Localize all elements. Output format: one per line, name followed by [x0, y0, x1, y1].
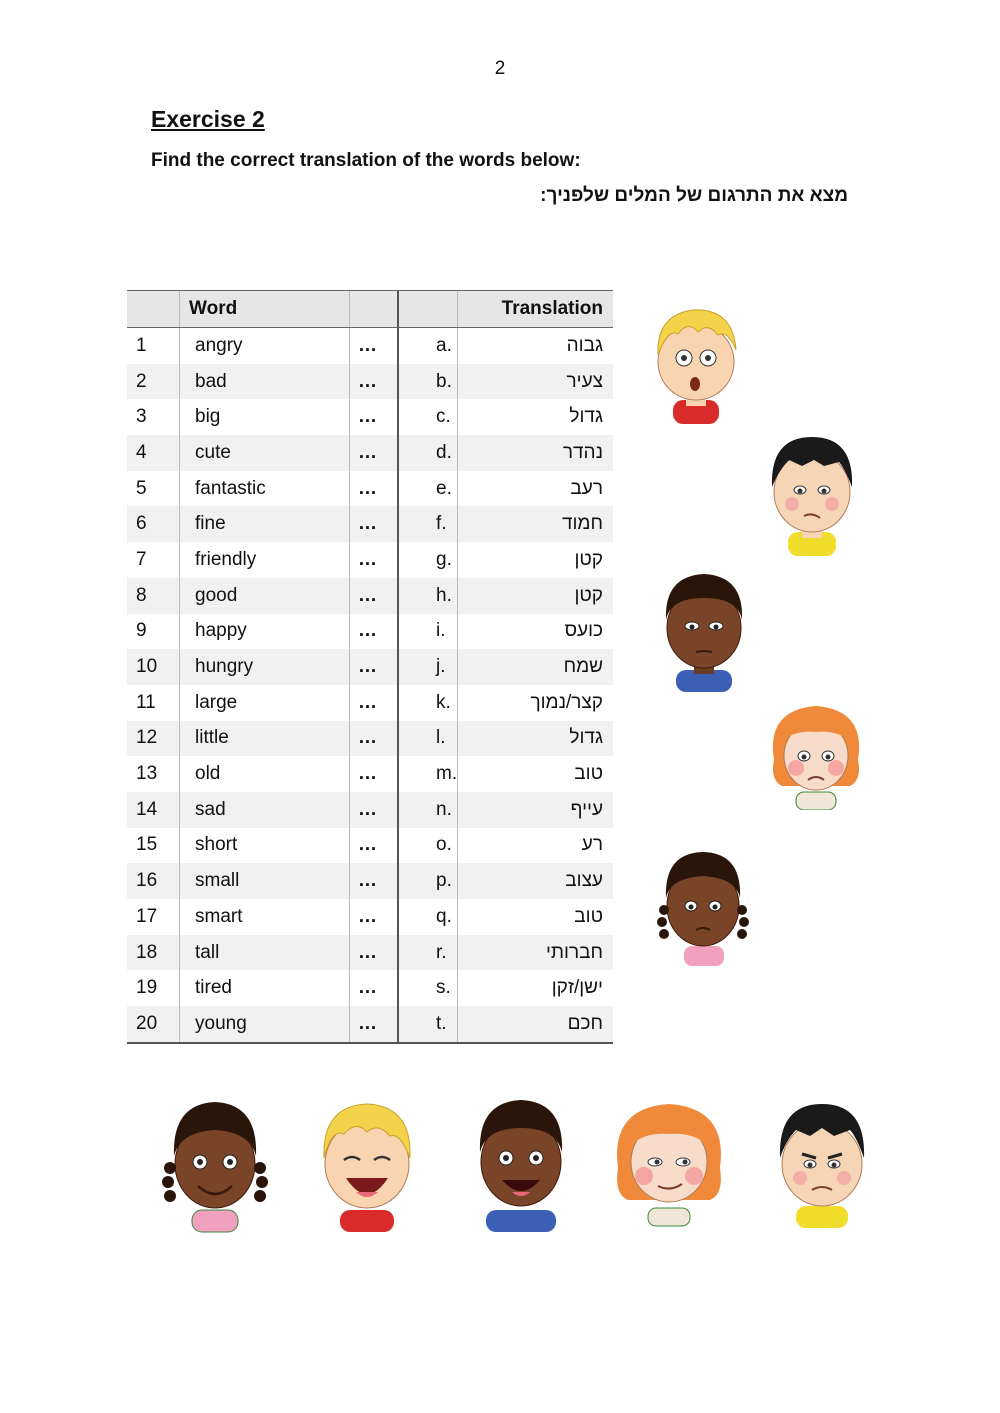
answer-blank[interactable]: … [358, 727, 378, 749]
translation-table [127, 290, 613, 1044]
row-letter: s. [436, 977, 451, 999]
table-row [127, 970, 613, 1006]
answer-blank[interactable]: … [358, 691, 378, 713]
row-number: 7 [136, 548, 147, 570]
table-row [127, 828, 613, 864]
answer-blank[interactable]: … [358, 763, 378, 785]
sad-redhead-girl-icon [766, 700, 866, 810]
answer-blank[interactable]: … [358, 798, 378, 820]
answer-blank[interactable]: … [358, 656, 378, 678]
row-number: 20 [136, 1012, 158, 1034]
row-letter: m. [436, 763, 458, 785]
table-row [127, 542, 613, 578]
row-number: 11 [136, 691, 156, 713]
row-number: 9 [136, 620, 147, 642]
table-row [127, 471, 613, 507]
row-letter: q. [436, 905, 452, 927]
row-translation: רעב [570, 477, 603, 499]
row-word: smart [195, 905, 243, 927]
sly-redhead-girl-icon [610, 1098, 728, 1228]
row-number: 8 [136, 584, 147, 606]
row-number: 4 [136, 441, 147, 463]
smiling-braids-girl-icon [160, 1098, 270, 1233]
row-letter: h. [436, 584, 452, 606]
row-letter: r. [436, 941, 447, 963]
table-row [127, 364, 613, 400]
row-word: short [195, 834, 238, 856]
row-number: 15 [136, 834, 158, 856]
row-number: 19 [136, 977, 158, 999]
row-letter: e. [436, 477, 452, 499]
angry-dark-hair-boy-icon [770, 1100, 874, 1230]
row-translation: חברותי [545, 941, 603, 963]
answer-blank[interactable]: … [358, 834, 378, 856]
table-row [127, 721, 613, 757]
row-letter: c. [436, 406, 451, 428]
laughing-blond-boy-icon [312, 1098, 422, 1233]
answer-blank[interactable]: … [358, 406, 378, 428]
table-row [127, 685, 613, 721]
row-translation: צעיר [566, 370, 603, 392]
table-row [127, 1006, 613, 1042]
table-body [127, 328, 613, 1042]
answer-blank[interactable]: … [358, 977, 378, 999]
table-row [127, 899, 613, 935]
happy-curly-boy-icon [466, 1096, 576, 1234]
row-translation: גדול [569, 727, 603, 749]
worried-dark-hair-boy-icon [764, 432, 859, 557]
row-letter: o. [436, 834, 452, 856]
row-word: old [195, 763, 221, 785]
surprised-blond-boy-icon [648, 300, 743, 425]
exercise-title: Exercise 2 [151, 106, 265, 132]
row-number: 1 [136, 334, 147, 356]
row-translation: טוב [574, 763, 603, 785]
row-translation: קטן [574, 584, 603, 606]
row-number: 10 [136, 656, 158, 678]
row-word: tired [195, 977, 232, 999]
answer-blank[interactable]: … [358, 370, 378, 392]
row-number: 2 [136, 370, 147, 392]
row-word: fantastic [195, 477, 266, 499]
row-number: 16 [136, 870, 158, 892]
row-number: 6 [136, 513, 147, 535]
row-word: fine [195, 513, 226, 535]
row-letter: g. [436, 548, 452, 570]
table-row [127, 399, 613, 435]
sad-braids-girl-icon [656, 848, 751, 968]
table-row [127, 935, 613, 971]
row-letter: t. [436, 1012, 447, 1034]
table-row [127, 792, 613, 828]
row-letter: i. [436, 620, 446, 642]
row-translation: רע [581, 834, 603, 856]
row-word: good [195, 584, 238, 606]
row-word: big [195, 406, 221, 428]
table-row [127, 578, 613, 614]
answer-blank[interactable]: … [358, 477, 378, 499]
row-word: bad [195, 370, 227, 392]
row-number: 3 [136, 406, 147, 428]
table-row [127, 756, 613, 792]
table-row [127, 328, 613, 364]
answer-blank[interactable]: … [358, 513, 378, 535]
answer-blank[interactable]: … [358, 941, 378, 963]
answer-blank[interactable]: … [358, 1012, 378, 1034]
row-letter: k. [436, 691, 451, 713]
row-translation: קטן [574, 548, 603, 570]
table-header [127, 290, 613, 328]
table-row [127, 435, 613, 471]
row-letter: j. [436, 656, 446, 678]
table-row [127, 614, 613, 650]
row-translation: כועס [564, 620, 603, 642]
row-word: sad [195, 798, 226, 820]
row-letter: f. [436, 513, 447, 535]
table-row [127, 649, 613, 685]
tired-curly-boy-icon [656, 568, 751, 693]
row-letter: a. [436, 334, 452, 356]
row-word: large [195, 691, 238, 713]
row-letter: l. [436, 727, 446, 749]
row-number: 12 [136, 727, 158, 749]
row-letter: d. [436, 441, 452, 463]
page-number: 2 [494, 58, 506, 79]
row-translation: עצוב [565, 870, 603, 892]
row-word: small [195, 870, 240, 892]
row-word: angry [195, 334, 243, 356]
header-translation: Translation [501, 298, 603, 319]
row-word: tall [195, 941, 220, 963]
answer-blank[interactable]: … [358, 334, 378, 356]
table-row [127, 863, 613, 899]
row-number: 17 [136, 905, 158, 927]
row-word: happy [195, 620, 247, 642]
row-translation: גבוה [566, 334, 603, 356]
row-translation: קצר/נמוך [530, 691, 603, 713]
row-translation: טוב [574, 905, 603, 927]
row-number: 14 [136, 798, 158, 820]
answer-blank[interactable]: … [358, 441, 378, 463]
row-letter: b. [436, 370, 452, 392]
row-letter: p. [436, 870, 452, 892]
header-word: Word [189, 298, 238, 319]
row-number: 13 [136, 763, 158, 785]
instruction-english: Find the correct translation of the words below: [151, 150, 581, 171]
row-word: hungry [195, 656, 254, 678]
answer-blank[interactable]: … [358, 905, 378, 927]
row-translation: ישן/זקן [551, 977, 603, 999]
row-word: cute [195, 441, 231, 463]
row-number: 18 [136, 941, 158, 963]
row-translation: חכם [567, 1012, 603, 1034]
row-number: 5 [136, 477, 147, 499]
answer-blank[interactable]: … [358, 584, 378, 606]
answer-blank[interactable]: … [358, 620, 378, 642]
row-translation: נהדר [562, 441, 603, 463]
row-translation: חמוד [561, 513, 603, 535]
row-translation: גדול [569, 406, 603, 428]
row-word: young [195, 1012, 247, 1034]
row-translation: עייף [570, 798, 603, 820]
row-word: little [195, 727, 229, 749]
instruction-hebrew: מצא את התרגום של המלים שלפניך: [540, 185, 848, 206]
answer-blank[interactable]: … [358, 548, 378, 570]
row-letter: n. [436, 798, 452, 820]
answer-blank[interactable]: … [358, 870, 378, 892]
table-row [127, 506, 613, 542]
row-translation: שמח [563, 656, 603, 678]
row-word: friendly [195, 548, 257, 570]
